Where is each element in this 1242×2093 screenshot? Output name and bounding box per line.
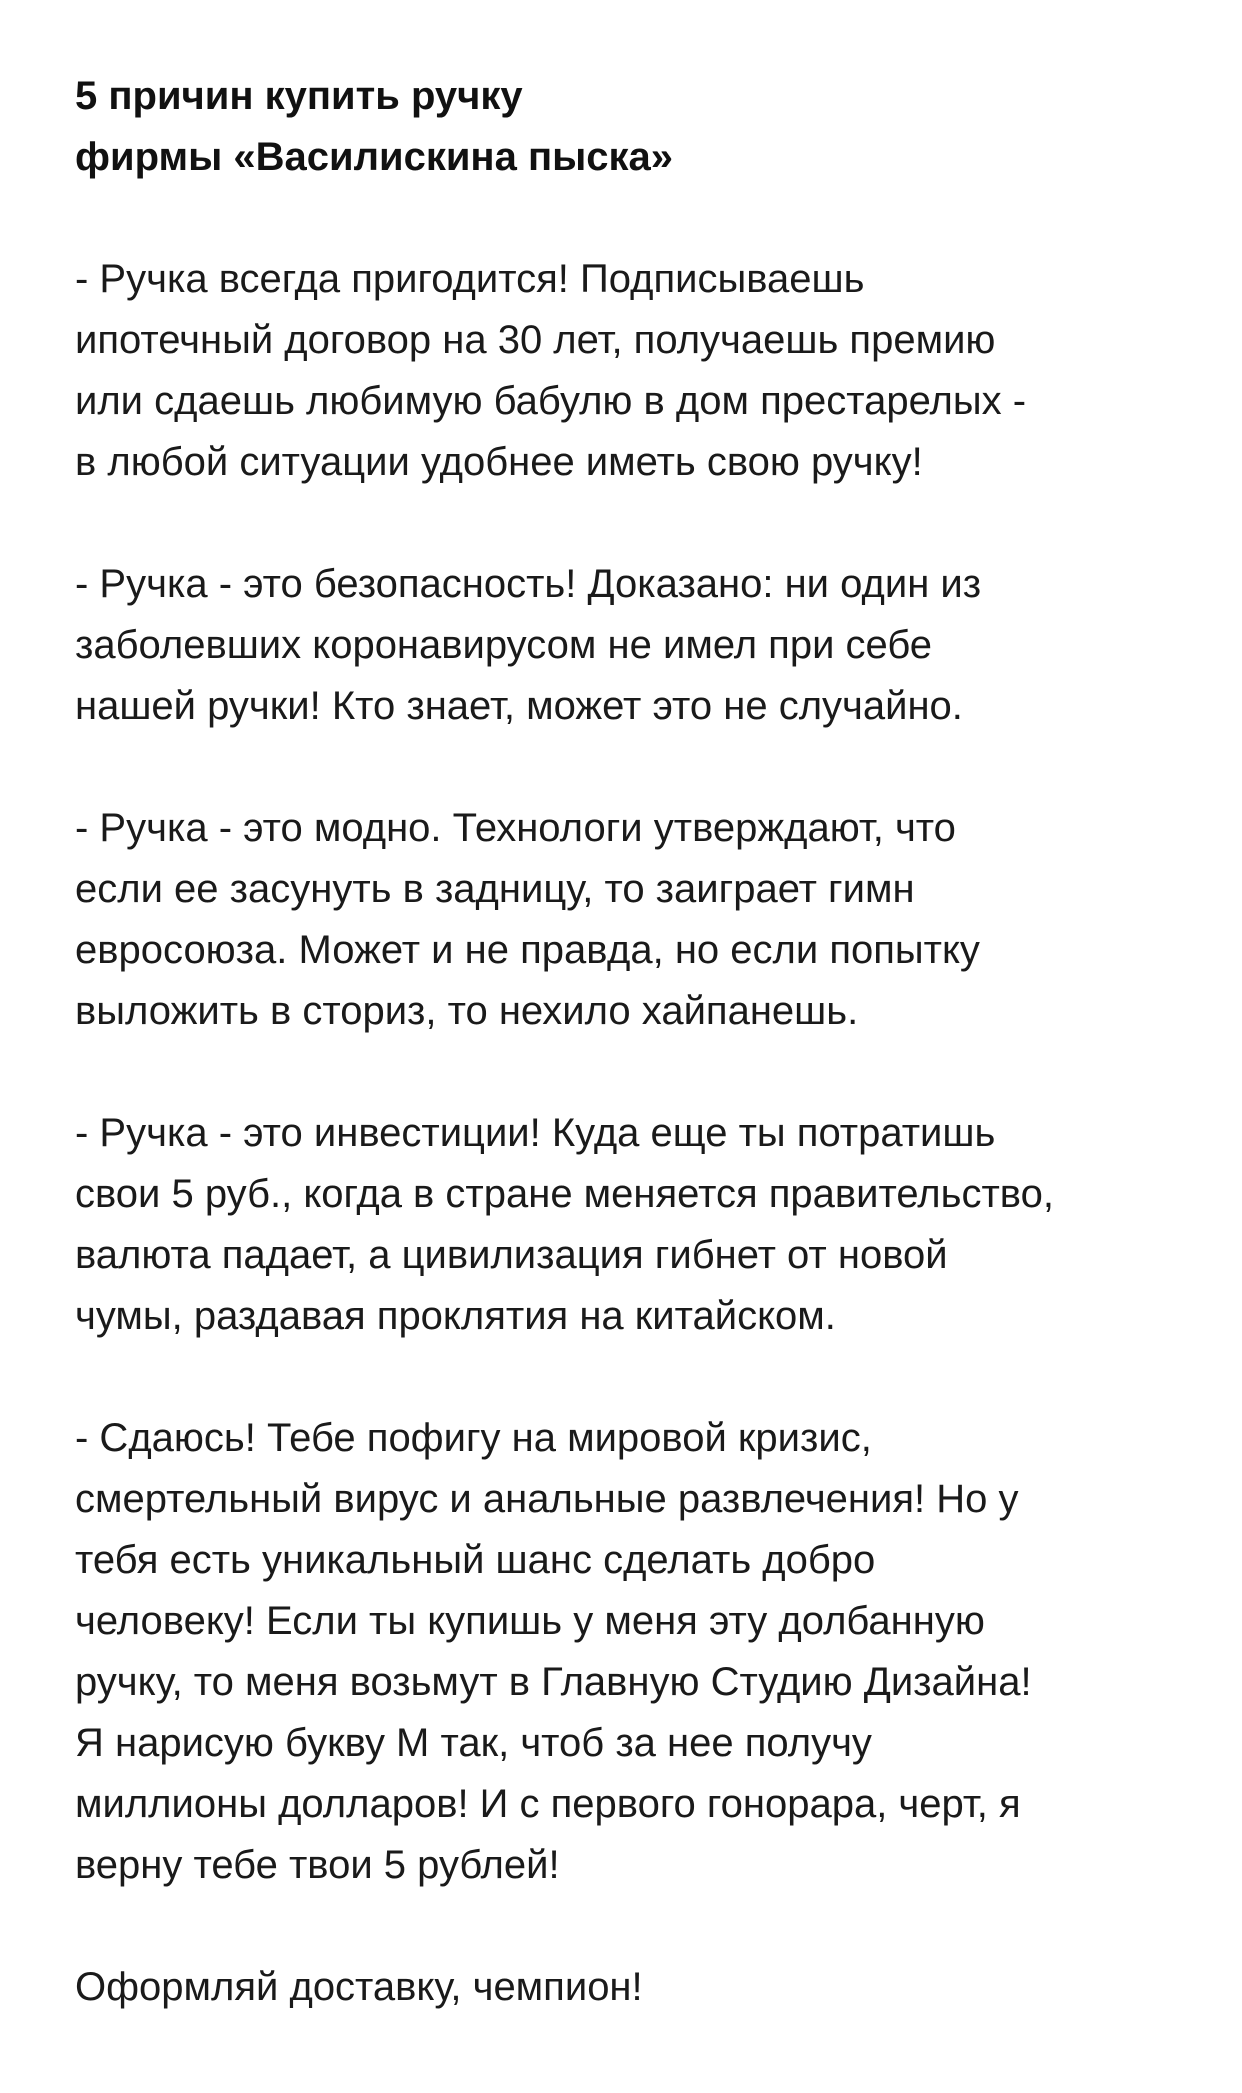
paragraph-closing bbox=[75, 1957, 1195, 2018]
text-line: ручку, то меня возьмут в Главную Студию Дизайна! bbox=[75, 1660, 1032, 1704]
text-line: тебя есть уникальный шанс сделать добро bbox=[75, 1538, 876, 1582]
text-line: Оформляй доставку, чемпион! bbox=[75, 1965, 643, 2009]
text-line: Я нарисую букву М так, чтоб за нее получу bbox=[75, 1721, 872, 1765]
title-line: 5 причин купить ручку bbox=[75, 74, 523, 118]
paragraph-reason-2 bbox=[75, 554, 1195, 737]
text-line: человеку! Если ты купишь у меня эту долбанную bbox=[75, 1599, 985, 1643]
text-line: верну тебе твои 5 рублей! bbox=[75, 1843, 560, 1887]
text-line: чумы, раздавая проклятия на китайском. bbox=[75, 1294, 836, 1338]
text-line: ипотечный договор на 30 лет, получаешь премию bbox=[75, 318, 996, 362]
text-line: заболевших коронавирусом не имел при себе bbox=[75, 623, 933, 667]
text-line: если ее засунуть в задницу, то заиграет гимн bbox=[75, 867, 915, 911]
paragraph-reason-5 bbox=[75, 1408, 1195, 1896]
text-line: смертельный вирус и анальные развлечения! Но у bbox=[75, 1477, 1019, 1521]
text-line: миллионы долларов! И с первого гонорара, черт, я bbox=[75, 1782, 1021, 1826]
title-line: фирмы «Василискина пыска» bbox=[75, 135, 674, 179]
text-line: - Ручка - это модно. Технологи утверждают, что bbox=[75, 806, 956, 850]
text-line: евросоюза. Может и не правда, но если попытку bbox=[75, 928, 980, 972]
text-line: нашей ручки! Кто знает, может это не случайно. bbox=[75, 684, 963, 728]
document-title bbox=[75, 66, 1195, 188]
text-line: валюта падает, а цивилизация гибнет от новой bbox=[75, 1233, 948, 1277]
text-line: - Сдаюсь! Тебе пофигу на мировой кризис, bbox=[75, 1416, 872, 1460]
document-body bbox=[75, 66, 1195, 2018]
text-line: свои 5 руб., когда в стране меняется правительство, bbox=[75, 1172, 1054, 1216]
paragraph-reason-1 bbox=[75, 249, 1195, 493]
text-line: - Ручка всегда пригодится! Подписываешь bbox=[75, 257, 865, 301]
text-line: или сдаешь любимую бабулю в дом престарелых - bbox=[75, 379, 1027, 423]
paragraph-reason-3 bbox=[75, 798, 1195, 1042]
text-line: - Ручка - это инвестиции! Куда еще ты потратишь bbox=[75, 1111, 996, 1155]
text-line: в любой ситуации удобнее иметь свою ручку! bbox=[75, 440, 923, 484]
text-line: - Ручка - это безопасность! Доказано: ни один из bbox=[75, 562, 982, 606]
paragraph-reason-4 bbox=[75, 1103, 1195, 1347]
text-line: выложить в сториз, то нехило хайпанешь. bbox=[75, 989, 859, 1033]
